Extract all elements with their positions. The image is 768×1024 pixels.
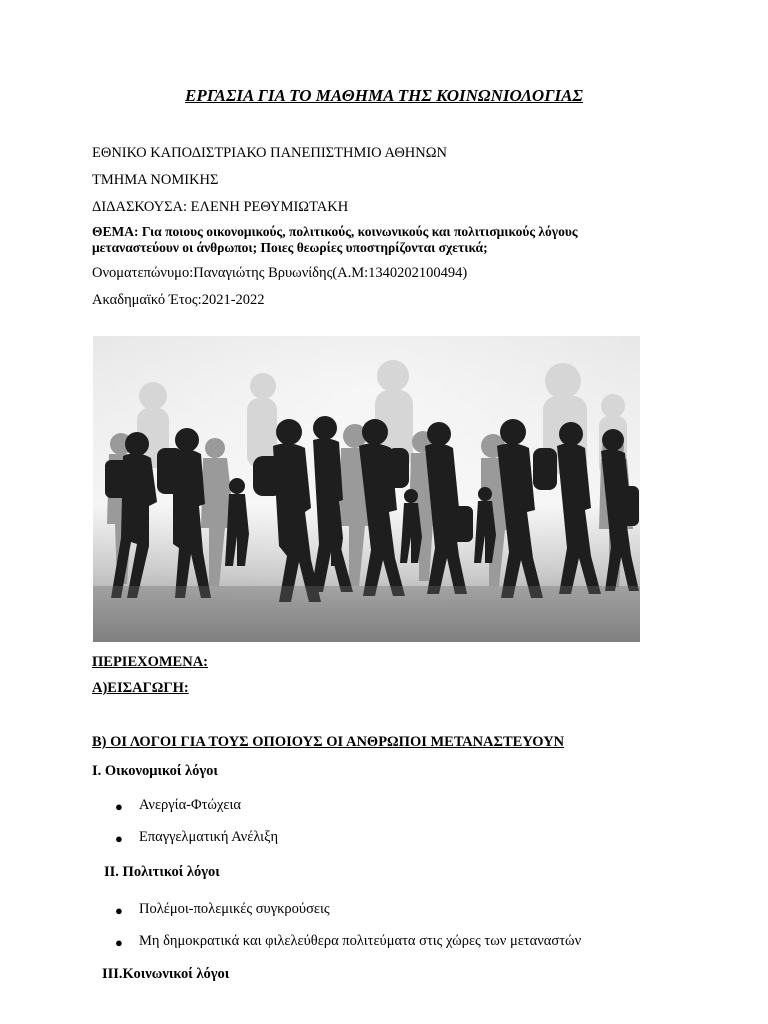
sub1-heading: I. Οικονομικοί λόγοι xyxy=(92,763,218,779)
section-a-heading: Α)ΕΙΣΑΓΩΓΗ: xyxy=(92,680,189,696)
list-item: Ανεργία-Φτώχεια xyxy=(139,797,242,813)
sub2-heading: II. Πολιτικοί λόγοι xyxy=(104,864,220,880)
bullet-icon: ● xyxy=(115,935,123,950)
department-name: ΤΜΗΜΑ ΝΟΜΙΚΗΣ xyxy=(92,172,219,188)
topic-text: ΘΕΜΑ: Για ποιους οικονομικούς, πολιτικούς, κοινωνικούς και πολιτισμικούς λόγους μεταναστεύουν οι άνθρωποι; Ποιες θεωρίες υποστηρίζονται σχετικά; xyxy=(92,224,578,255)
list-item: Μη δημοκρατικά και φιλελεύθερα πολιτεύματα στις χώρες των μεταναστών xyxy=(139,933,582,949)
academic-year: Ακαδημαϊκό Έτος:2021-2022 xyxy=(92,292,265,308)
toc-heading: ΠΕΡΙΕΧΟΜΕΝΑ: xyxy=(92,654,208,670)
bullet-icon: ● xyxy=(115,831,123,846)
section-b-heading: Β) ΟΙ ΛΟΓΟΙ ΓΙΑ ΤΟΥΣ ΟΠΟΙΟΥΣ ΟΙ ΑΝΘΡΩΠΟΙ ΜΕΤΑΝΑΣΤΕΥΟΥΝ xyxy=(92,734,565,750)
instructor-name: ΔΙΔΑΣΚΟΥΣΑ: ΕΛΕΝΗ ΡΕΘΥΜΙΩΤΑΚΗ xyxy=(92,199,349,215)
sub3-heading: III.Κοινωνικοί λόγοι xyxy=(102,966,230,982)
bullet-icon: ● xyxy=(115,903,123,918)
list-item: Επαγγελματική Ανέλιξη xyxy=(139,829,279,845)
student-name: Ονοματεπώνυμο:Παναγιώτης Βρυωνίδης(Α.Μ:1340202100494) xyxy=(92,265,468,281)
bullet-icon: ● xyxy=(115,799,123,814)
list-item: Πολέμοι-πολεμικές συγκρούσεις xyxy=(139,901,330,917)
university-name: ΕΘΝΙΚΟ ΚΑΠΟΔΙΣΤΡΙΑΚΟ ΠΑΝΕΠΙΣΤΗΜΙΟ ΑΘΗΝΩΝ xyxy=(92,145,448,161)
migrants-silhouette-image xyxy=(93,336,640,642)
document-title: ΕΡΓΑΣΙΑ ΓΙΑ ΤΟ ΜΑΘΗΜΑ ΤΗΣ ΚΟΙΝΩΝΙΟΛΟΓΙΑΣ xyxy=(185,86,583,105)
